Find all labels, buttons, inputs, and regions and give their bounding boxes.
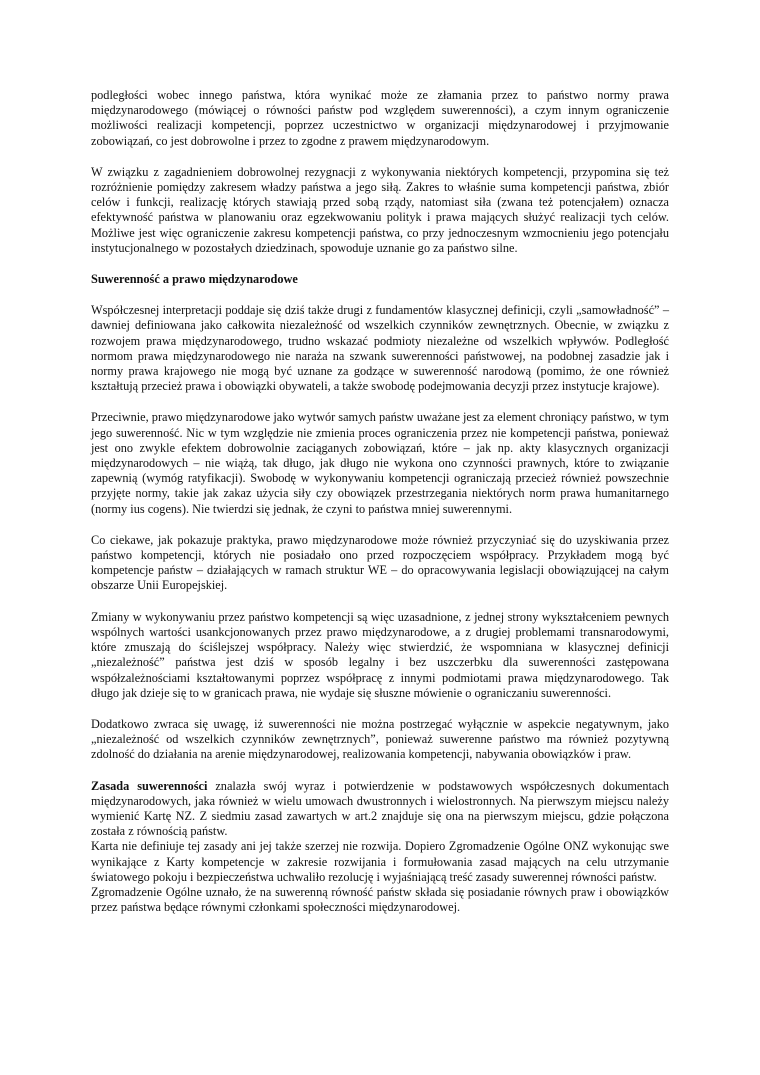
paragraph-3: Współczesnej interpretacji poddaje się dziś także drugi z fundamentów klasycznej definicji, czyli „samowładność” – dawniej definiowana jako całkowita niezależność od wszelkich czynników zewnętrznych. Obecnie, w związku z rozwojem prawa międzynarodowego, trudno wskazać podmioty niezależne od wszelkich wpływów. Podległość normom prawa międzynarodowego nie naraża na szwank suwerenności państwowej, na podobnej zasadzie jak i normy prawa krajowego nie mogą być uznane za godzące w suwerenność narodową (pomimo, że one również kształtują przecież prawa i obowiązki obywateli, a także swobodę podejmowania decyzji przez instytucje krajowe). — [91, 303, 669, 394]
paragraph-7: Dodatkowo zwraca się uwagę, iż suwerenności nie można postrzegać wyłącznie w aspekcie negatywnym, jako „niezależność od wszelkich czynników zewnętrznych”, ponieważ suwerenne państwo ma również pozytywną zdolność do działania na arenie międzynarodowej, realizowania kompetencji, nabywania obowiązków i praw. — [91, 716, 669, 762]
paragraph-2: W związku z zagadnieniem dobrowolnej rezygnacji z wykonywania niektórych kompetencji, przypomina się też rozróżnienie pomiędzy zakresem władzy państwa a jego siłą. Zakres to właśnie suma kompetencji państwa, zbiór celów i funkcji, realizację których stawiają przed sobą rządy, natomiast siła (zwana też potencjałem) oznacza efektywność państwa w planowaniu oraz egzekwowaniu polityk i prawa mających służyć realizacji tych celów. Możliwe jest więc ograniczenie zakresu kompetencji państwa, co przy jednoczesnym wzmocnieniu jego potencjału instytucjonalnego w pozostałych dziedzinach, spowoduje uznanie go za państwo silne. — [91, 164, 669, 255]
paragraph-8 — [91, 779, 669, 840]
paragraph-6: Zmiany w wykonywaniu przez państwo kompetencji są więc uzasadnione, z jednej strony wykształceniem pewnych wspólnych wartości usankcjonowanych przez prawo międzynarodowe, a z drugiej problemami transnarodowymi, które zmuszają do ściślejszej współpracy. Należy więc stwierdzić, że wspomniana w klasycznej definicji „niezależność” państwa jest dziś w sposób legalny i bez uszczerbku dla suwerenności zastępowana współzależnościami kształtowanymi poprzez współpracę z innymi podmiotami prawa międzynarodowego. Tak długo jak dzieje się to w granicach prawa, nie wydaje się słuszne mówienie o ograniczaniu suwerenności. — [91, 609, 669, 700]
paragraph-8-text: znalazła swój wyraz i potwierdzenie w podstawowych współczesnych dokumentach międzynarodowych, jaka również w wielu umowach dwustronnych i wielostronnych. Na pierwszym miejscu należy wymienić Kartę NZ. Z siedmiu zasad zawartych w art.2 znajduje się ona na pierwszym miejscu, gdzie połączona została z równością państw. — [91, 778, 669, 839]
paragraph-10: Zgromadzenie Ogólne uznało, że na suwerenną równość państw składa się posiadanie równych praw i obowiązków przez państwa będące równymi członkami społeczności międzynarodowej. — [91, 884, 669, 915]
paragraph-1: podległości wobec innego państwa, która wynikać może ze złamania przez to państwo normy prawa międzynarodowego (mówiącej o równości państw pod względem suwerenności), a czym innym ograniczenie możliwości realizacji kompetencji, poprzez uczestnictwo w organizacji międzynarodowej i przyjmowanie zobowiązań, co jest dobrowolne i przez to zgodne z prawem międzynarodowym. — [91, 88, 669, 148]
paragraph-5: Co ciekawe, jak pokazuje praktyka, prawo międzynarodowe może również przyczyniać się do uzyskiwania przez państwo kompetencji, których nie posiadało ono przed rozpoczęciem współpracy. Przykładem mogą być kompetencje państw – działających w ramach struktur WE – do opracowywania legislacji obowiązującej na całym obszarze Unii Europejskiej. — [91, 532, 669, 593]
paragraph-4: Przeciwnie, prawo międzynarodowe jako wytwór samych państw uważane jest za element chroniący państwo, w tym jego suwerenność. Nic w tym względzie nie zmienia proces ograniczenia przez nie kompetencji państwa, ponieważ jest ono zwykle efektem dobrowolnie zaciąganych zobowiązań, które – jak np. akty klasycznych organizacji międzynarodowych – nie wiążą, tak długo, jak długo nie wykona ono czynności prawnych, które to związanie zapewnią (wymóg ratyfikacji). Swobodę w wykonywaniu kompetencji ograniczają przecież również powszechnie przyjęte normy, takie jak zakaz użycia siły czy obowiązek przestrzegania niektórych norm prawa humanitarnego (normy ius cogens). Nie twierdzi się jednak, że czyni to państwa mniej suwerennymi. — [91, 410, 669, 516]
paragraph-9: Karta nie definiuje tej zasady ani jej także szerzej nie rozwija. Dopiero Zgromadzenie Ogólne ONZ wykonując swe wynikające z Karty kompetencje w zakresie rozwijania i formułowania zasad mających na celu utrzymanie światowego pokoju i bezpieczeństwa uchwaliło rezolucję i wyjaśniającą treść zasady suwerennej równości państw. — [91, 839, 669, 884]
principle-term: Zasada suwerenności — [91, 778, 208, 793]
document-page — [91, 88, 669, 915]
section-heading: Suwerenność a prawo międzynarodowe — [91, 272, 298, 287]
